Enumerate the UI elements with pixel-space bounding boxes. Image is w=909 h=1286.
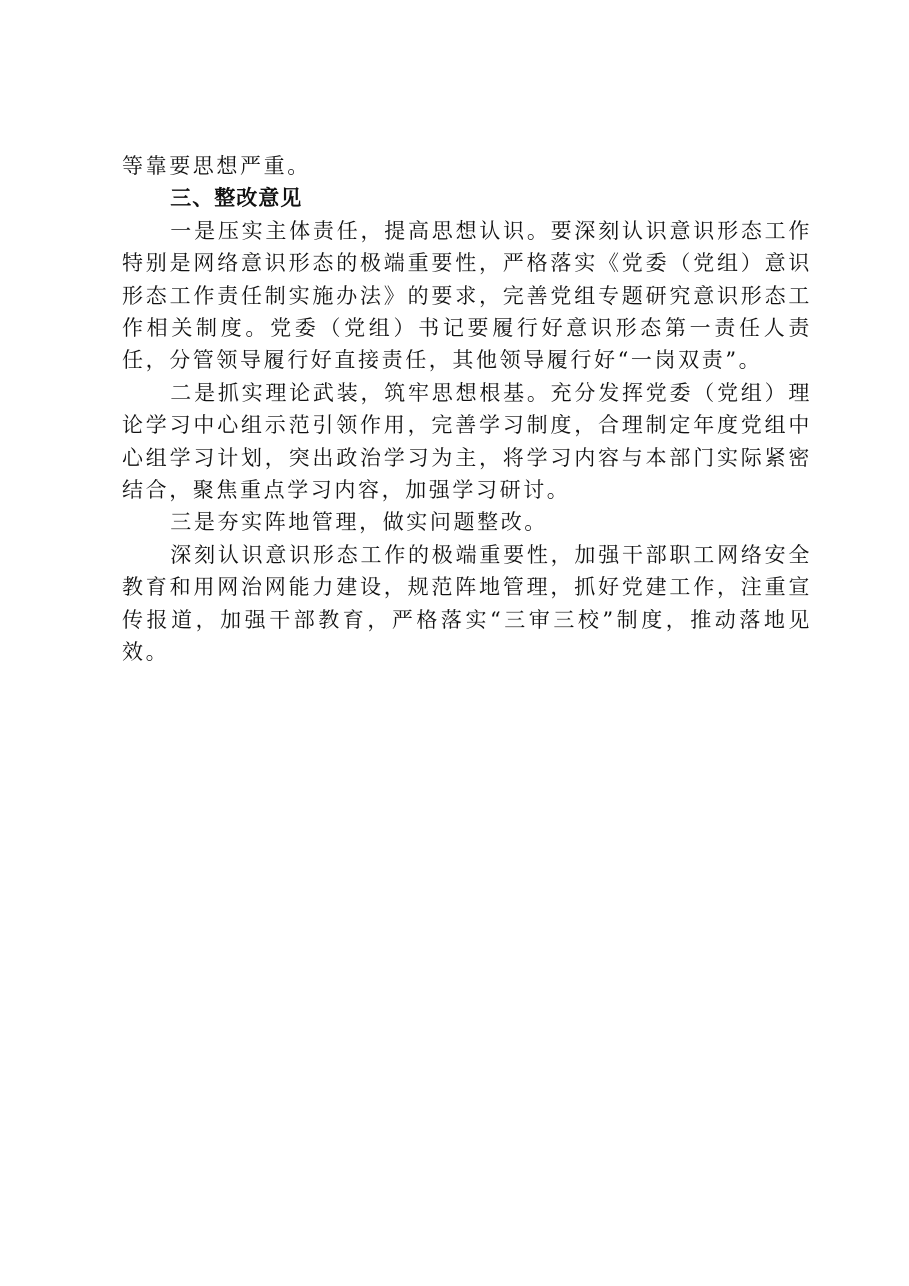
paragraph-theory: 二是抓实理论武装，筑牢思想根基。充分发挥党委（党组）理论学习中心组示范引领作用，完善学习制度，合理制定年度党组中心组学习计划，突出政治学习为主，将学习内容与本部门实际紧密结合，聚焦重点学习内容，加强学习研讨。 [122,380,812,503]
continued-paragraph: 等靠要思想严重。 [122,154,311,178]
paragraph-implementation: 深刻认识意识形态工作的极端重要性，加强干部职工网络安全教育和用网治网能力建设，规范阵地管理，抓好党建工作，注重宣传报道，加强干部教育，严格落实“三审三校”制度，推动落地见效。 [122,542,812,665]
paragraph-position-management: 三是夯实阵地管理，做实问题整改。 [170,510,548,535]
section-heading: 三、整改意见 [170,186,303,211]
paragraph-responsibility: 一是压实主体责任，提高思想认识。要深刻认识意识形态工作特别是网络意识形态的极端重要性，严格落实《党委（党组）意识形态工作责任制实施办法》的要求，完善党组专题研究意识形态工作相关制度。党委（党组）书记要履行好意识形态第一责任人责任，分管领导履行好直接责任，其他领导履行好“一岗双责”。 [122,218,812,373]
document-body [122,150,812,669]
